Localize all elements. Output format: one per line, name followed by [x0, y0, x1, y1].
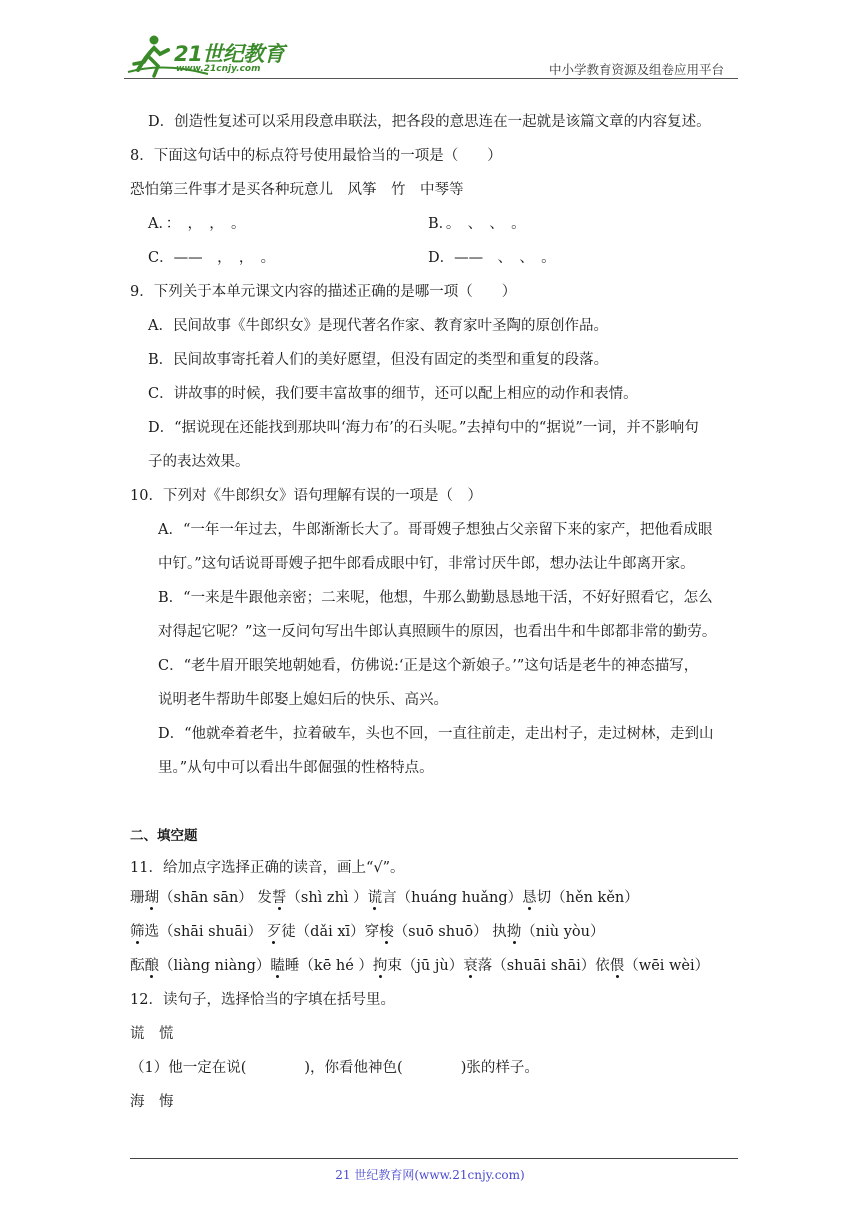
- q8-sentence: 恐怕第三件事才是买各种玩意儿 风筝 竹 中琴等: [130, 182, 464, 198]
- q9-option-d: D．“据说现在还能找到那块叫‘海力布’的石头呢。”去掉句中的“据说”一词，并不影响句: [148, 420, 699, 436]
- q12-choice-1: 谎 慌: [130, 1026, 174, 1042]
- q12-choice-2: 海 悔: [130, 1094, 174, 1110]
- header-tagline: 中小学教育资源及组卷应用平台: [548, 62, 724, 77]
- q8-stem: 8．下面这句话中的标点符号使用最恰当的一项是（ ）: [130, 148, 502, 164]
- q9-option-d-cont: 子的表达效果。: [148, 454, 250, 470]
- q10-stem: 10．下列对《牛郎织女》语句理解有误的一项是（ ）: [130, 488, 482, 504]
- q11-row-2: 筛选（shāi shuāi） 歹徒（dǎi xī）穿梭（suō shuō） 执拗（niù yòu）: [130, 924, 605, 940]
- q8-option-d: D．—— 、 、 。: [428, 250, 556, 266]
- page-footer: 21 世纪教育网(www.21cnjy.com): [335, 1168, 525, 1182]
- logo-url: www.21cnjy.com: [176, 64, 261, 74]
- q11-row-3: 酝酿（liàng niàng）瞌睡（kē hé ）拘束（jū jù）衰落（shuāi shāi）依偎（wēi wèi）: [130, 958, 710, 974]
- q9-option-b: B．民间故事寄托着人们的美好愿望，但没有固定的类型和重复的段落。: [148, 352, 609, 368]
- q9-option-a: A．民间故事《牛郎织女》是现代著名作家、教育家叶圣陶的原创作品。: [148, 318, 608, 334]
- q10-option-b: B．“一来是牛跟他亲密；二来呢，他想，牛那么勤勤恳恳地干活，不好好照看它，怎么: [158, 590, 713, 606]
- q11-row-1: 珊瑚（shān sān） 发誓（shì zhì ）谎言（huáng huǎng）恳切（hěn kěn）: [130, 890, 639, 906]
- q10-option-b-cont: 对得起它呢？”这一反问句写出牛郎认真照顾牛的原因，也看出牛和牛郎都非常的勤劳。: [158, 624, 717, 640]
- header-divider: [124, 78, 738, 79]
- q10-option-d-cont: 里。”从句中可以看出牛郎倔强的性格特点。: [158, 760, 434, 776]
- q8-option-a: A．： ， ， 。: [148, 216, 246, 232]
- q10-option-a: A．“一年一年过去，牛郎渐渐长大了。哥哥嫂子想独占父亲留下来的家产，把他看成眼: [158, 522, 713, 538]
- page-header: [124, 32, 738, 80]
- q8-option-b: B．。 、 、 。: [428, 216, 526, 232]
- footer-divider: [130, 1158, 738, 1159]
- q12-sentence-1: （1）他一定在说( )，你看他神色( )张的样子。: [130, 1060, 539, 1076]
- q11-stem: 11．给加点字选择正确的读音，画上“√”。: [130, 860, 405, 876]
- q7-option-d: D．创造性复述可以采用段意串联法，把各段的意思连在一起就是该篇文章的内容复述。: [148, 114, 711, 130]
- q9-stem: 9．下列关于本单元课文内容的描述正确的是哪一项（ ）: [130, 284, 517, 300]
- q10-option-c: C．“老牛眉开眼笑地朝她看，仿佛说:‘正是这个新娘子。’”这句话是老牛的神态描写，: [158, 658, 699, 674]
- q10-option-a-cont: 中钉。”这句话说哥哥嫂子把牛郎看成眼中钉，非常讨厌牛郎，想办法让牛郎离开家。: [158, 556, 695, 572]
- q10-option-c-cont: 说明老牛帮助牛郎娶上媳妇后的快乐、高兴。: [158, 692, 448, 708]
- q8-option-c: C．—— ， ， 。: [148, 250, 276, 266]
- logo-text: 21世纪教育: [174, 42, 285, 66]
- q10-option-d: D．“他就牵着老牛，拉着破车，头也不回，一直往前走，走出村子，走过树林，走到山: [158, 726, 714, 742]
- q9-option-c: C．讲故事的时候，我们要丰富故事的细节，还可以配上相应的动作和表情。: [148, 386, 638, 402]
- q12-stem: 12．读句子，选择恰当的字填在括号里。: [130, 992, 395, 1008]
- section-title: 二、填空题: [130, 828, 198, 844]
